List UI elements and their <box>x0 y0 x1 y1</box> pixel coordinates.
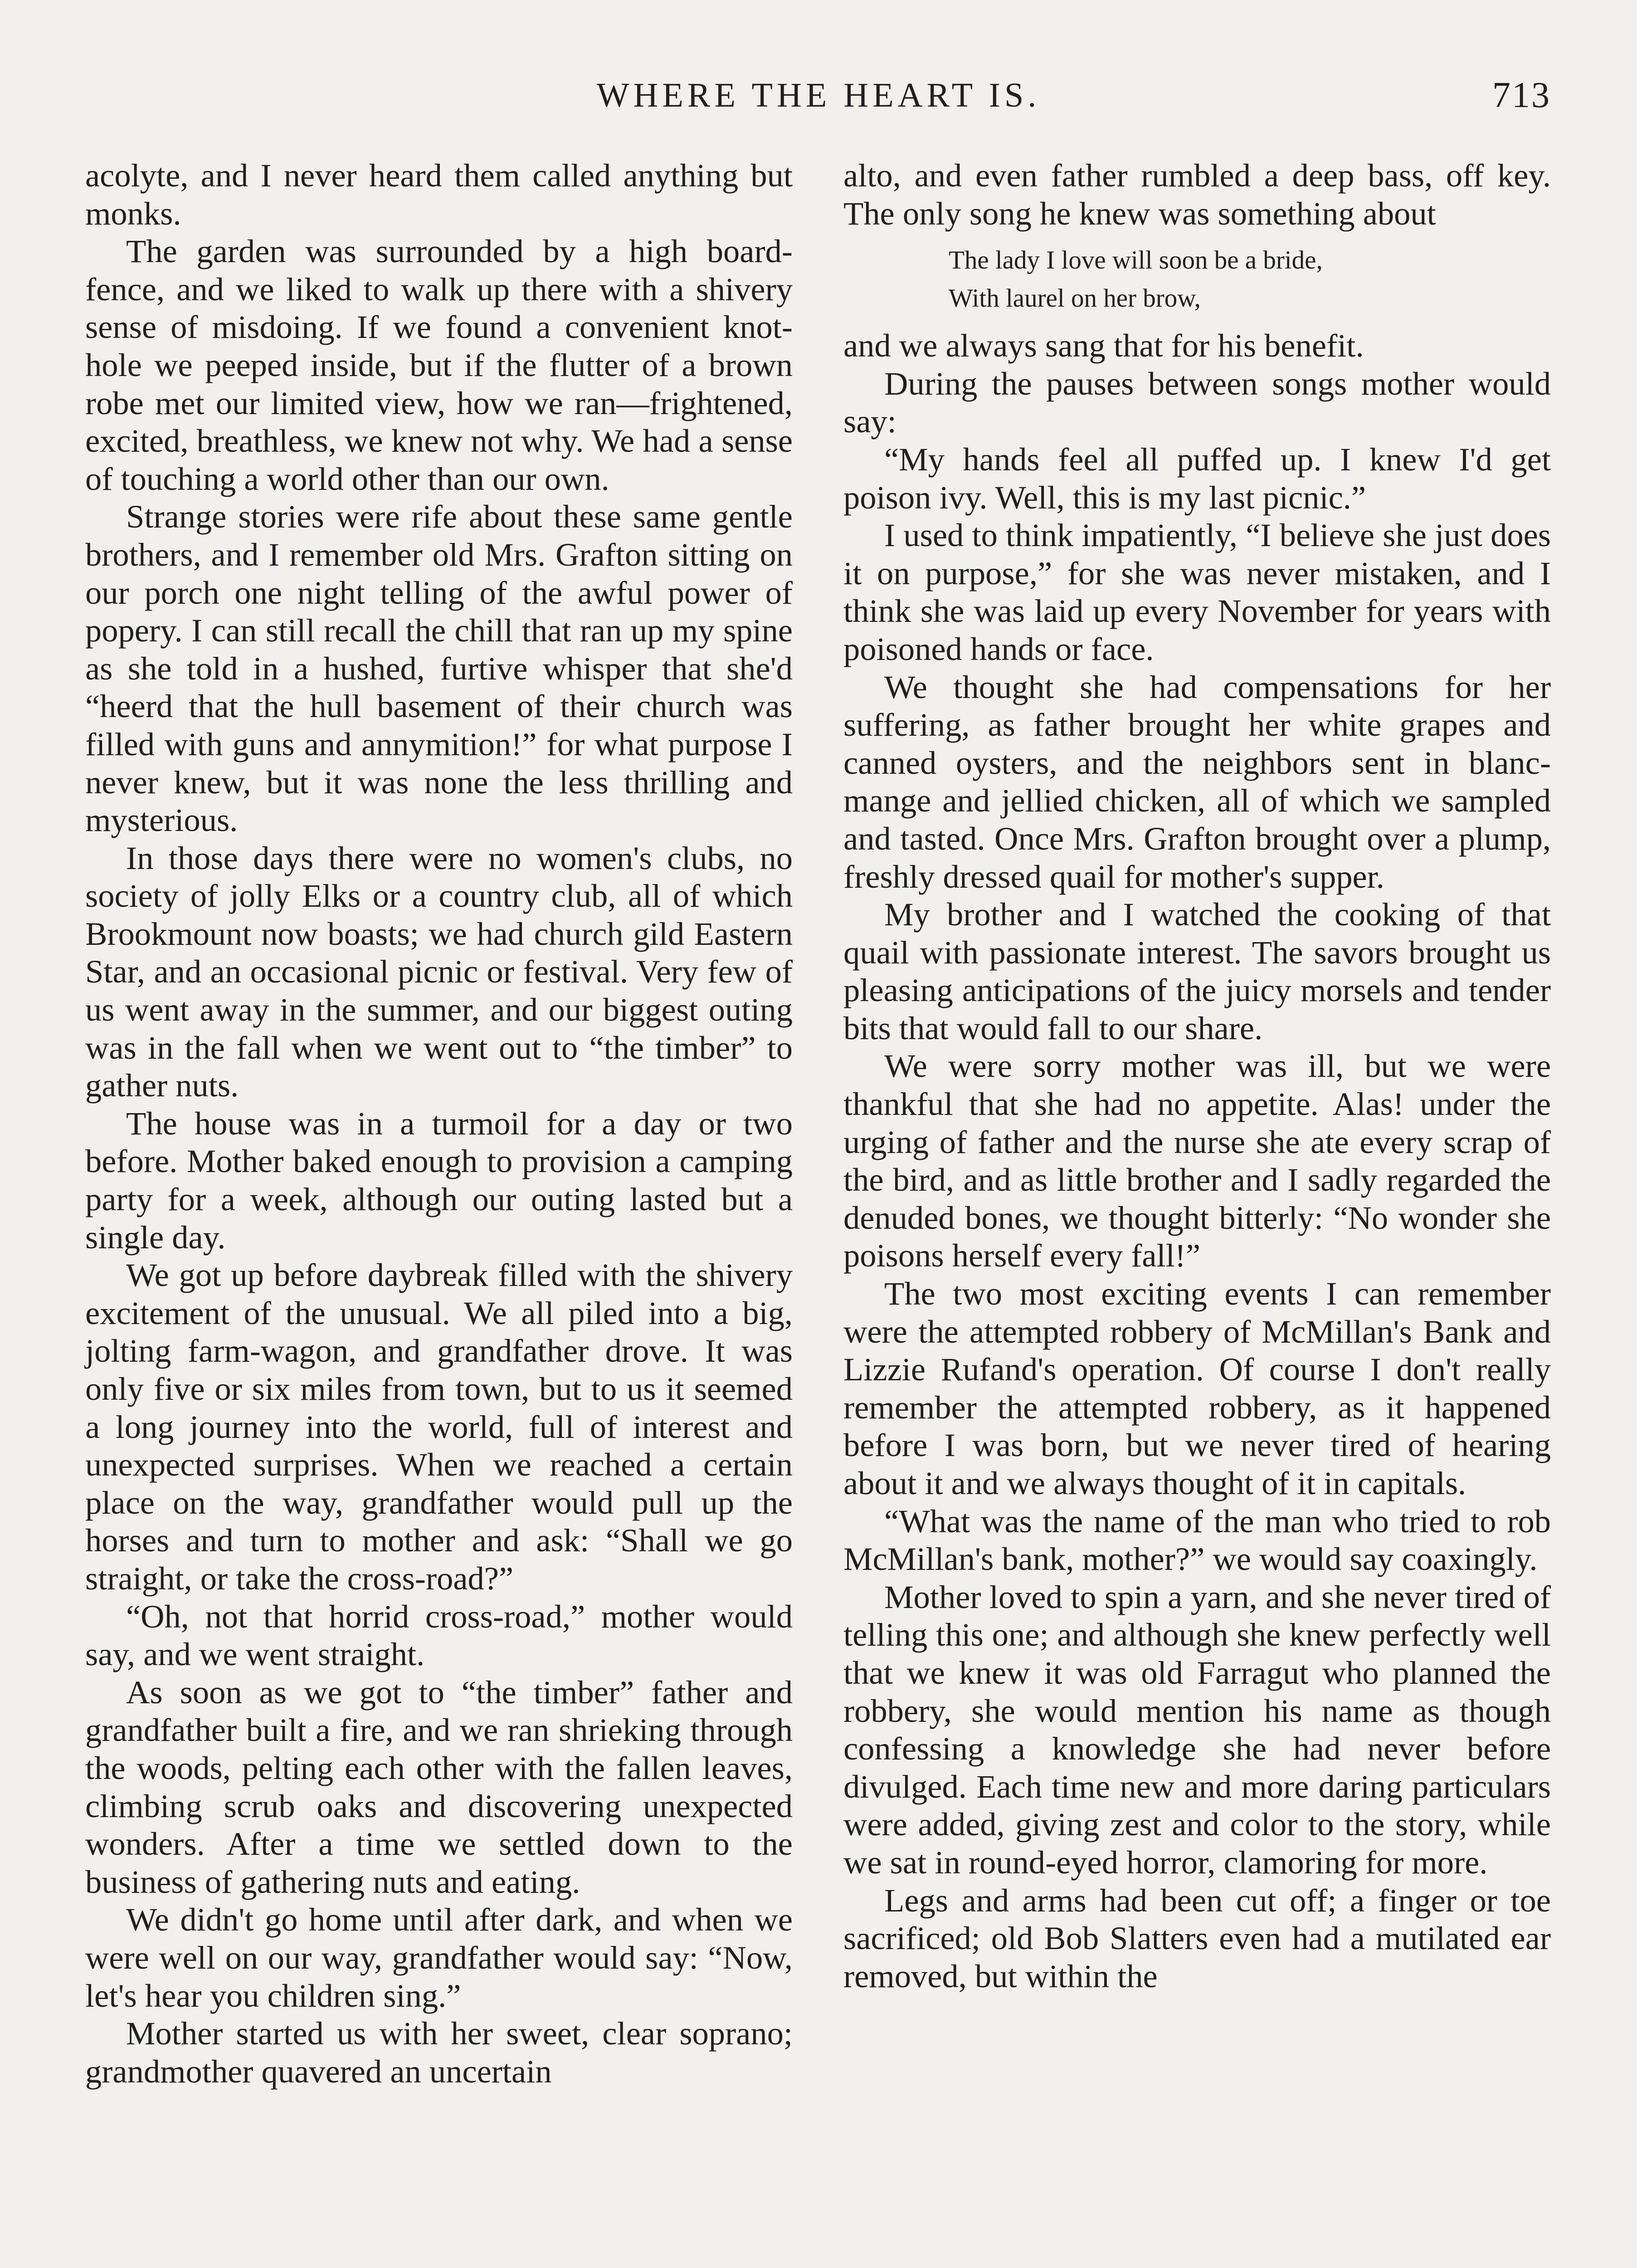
paragraph: Strange stories were rife about these same gentle brothers, and I remember old Mrs. Grafton sitting on our porch one night telling of the awful power of popery. I can still recall the chill that ran up my spine as she told in a hushed, furtive whisper that she'd “heerd that the hull basement of their church was filled with guns and annymition!” for what purpose I never knew, but it was none the less thrilling and mysterious. <box>85 498 793 839</box>
verse-line: The lady I love will soon be a bride, <box>949 246 1323 275</box>
paragraph: “What was the name of the man who tried to rob McMillan's bank, mother?” we would say coaxingly. <box>843 1502 1551 1578</box>
running-head <box>0 73 1637 127</box>
verse-quote <box>949 241 1551 318</box>
paragraph: We got up before daybreak filled with the shivery excitement of the unusual. We all piled into a big, jolting farm-wagon, and grandfather drove. It was only five or six miles from town, but to us it seemed a long journey into the world, full of interest and unexpected surprises. When we reached a certain place on the way, grandfather would pull up the horses and turn to mother and ask: “Shall we go straight, or take the cross-road?” <box>85 1256 793 1597</box>
paragraph: “Oh, not that horrid cross-road,” mother would say, and we went straight. <box>85 1598 793 1673</box>
page-number: 713 <box>1492 75 1551 115</box>
paragraph: We didn't go home until after dark, and when we were well on our way, grandfather would say: “Now, let's hear you children sing.” <box>85 1901 793 2014</box>
running-title: WHERE THE HEART IS. <box>596 76 1041 114</box>
paragraph: Legs and arms had been cut off; a finger or toe sacrificed; old Bob Slatters even had a mutilated ear removed, but within the <box>843 1882 1551 1994</box>
paragraph: During the pauses between songs mother would say: <box>843 365 1551 440</box>
left-column <box>85 156 793 2090</box>
paragraph: Mother loved to spin a yarn, and she never tired of telling this one; and although she knew perfectly well that we knew it was old Farragut who planned the robbery, she would mention his name as though confessing a knowledge she had never before divulged. Each time new and more daring particulars were added, giving zest and color to the story, while we sat in round-eyed horror, clamoring for more. <box>843 1578 1551 1881</box>
right-column <box>843 156 1551 1995</box>
paragraph: alto, and even father rumbled a deep bass, off key. The only song he knew was something about <box>843 157 1551 232</box>
paragraph: and we always sang that for his benefit. <box>843 327 1364 364</box>
paragraph: I used to think impatiently, “I believe she just does it on purpose,” for she was never mistaken, and I think she was laid up every November for years with poisoned hands or face. <box>843 517 1551 667</box>
verse-line: With laurel on her brow, <box>949 284 1201 313</box>
paragraph: We were sorry mother was ill, but we were thankful that she had no appetite. Alas! under the urging of father and the nurse she ate every scrap of the bird, and as little brother and I sadly regarded the denuded bones, we thought bitterly: “No wonder she poisons herself every fall!” <box>843 1047 1551 1274</box>
paragraph: acolyte, and I never heard them called anything but monks. <box>85 157 793 232</box>
paragraph: “My hands feel all puffed up. I knew I'd get poison ivy. Well, this is my last picnic.” <box>843 440 1551 516</box>
paragraph: The house was in a turmoil for a day or two before. Mother baked enough to provision a camping party for a week, although our outing lasted but a single day. <box>85 1105 793 1256</box>
paragraph: My brother and I watched the cooking of that quail with passionate interest. The savors brought us pleasing anticipations of the juicy morsels and tender bits that would fall to our share. <box>843 896 1551 1046</box>
paragraph: The garden was surrounded by a high board-fence, and we liked to walk up there with a shivery sense of misdoing. If we found a convenient knot-hole we peeped inside, but if the flutter of a brown robe met our limited view, how we ran—frightened, excited, breathless, we knew not why. We had a sense of touching a world other than our own. <box>85 233 793 497</box>
paragraph: In those days there were no women's clubs, no society of jolly Elks or a country club, all of which Brookmount now boasts; we had church gild Eastern Star, and an occasional picnic or festival. Very few of us went away in the summer, and our biggest outing was in the fall when we went out to “the timber” to gather nuts. <box>85 839 793 1104</box>
paragraph: As soon as we got to “the timber” father and grandfather built a fire, and we ran shrieking through the woods, pelting each other with the fallen leaves, climbing scrub oaks and discovering unexpected wonders. After a time we settled down to the business of gathering nuts and eating. <box>85 1673 793 1900</box>
paragraph: We thought she had compensations for her suffering, as father brought her white grapes and canned oysters, and the neighbors sent in blanc-mange and jellied chicken, all of which we sampled and tasted. Once Mrs. Grafton brought over a plump, freshly dressed quail for mother's supper. <box>843 668 1551 895</box>
paragraph: Mother started us with her sweet, clear soprano; grandmother quavered an uncertain <box>85 2015 793 2090</box>
paragraph: The two most exciting events I can remember were the attempted robbery of McMillan's Bank and Lizzie Rufand's operation. Of course I don't really remember the attempted robbery, as it happened before I was born, but we never tired of hearing about it and we always thought of it in capitals. <box>843 1275 1551 1501</box>
